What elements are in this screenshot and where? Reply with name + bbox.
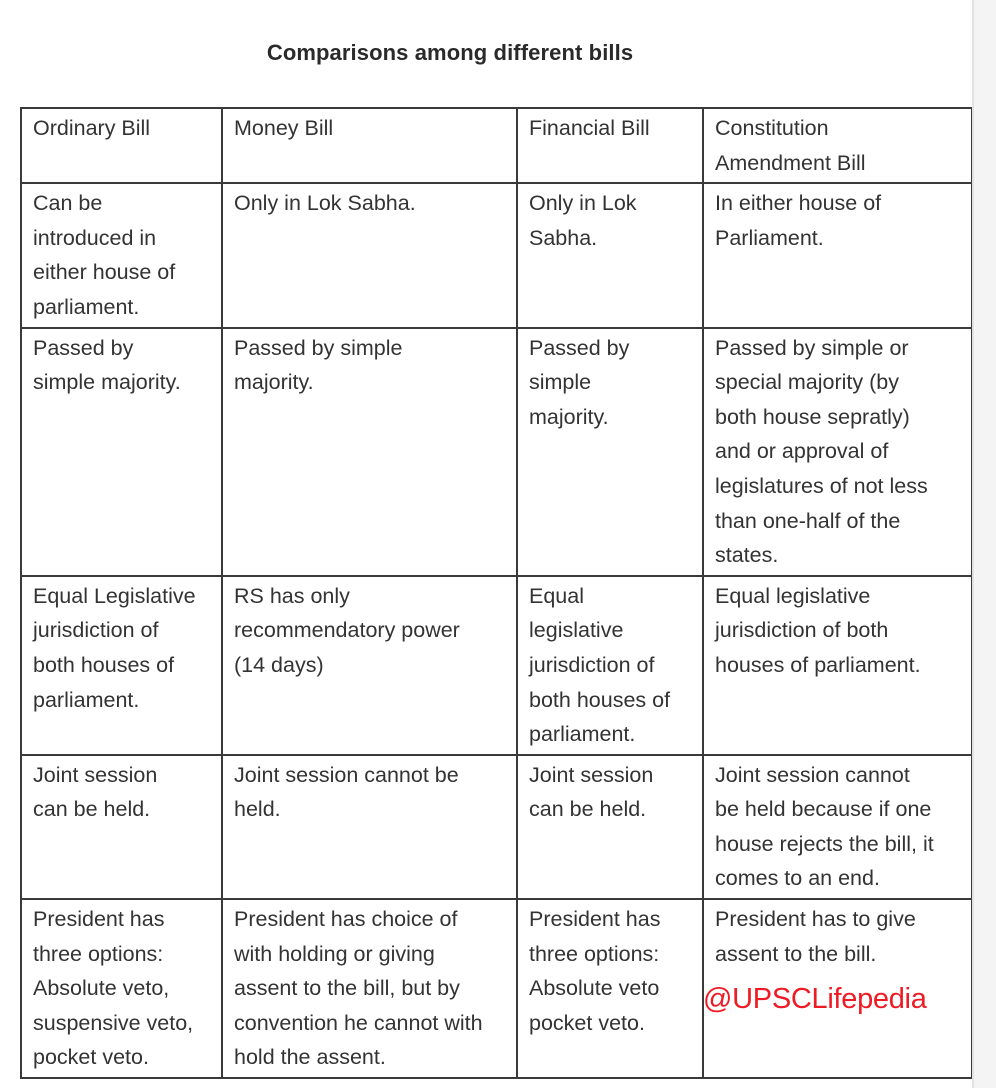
cell-line: be held because if one (715, 797, 932, 822)
cell-line: jurisdiction of (33, 618, 159, 643)
cell-line: Equal legislative (715, 583, 871, 608)
cell-line: Ordinary Bill (33, 116, 151, 140)
cell-line: comes to an end. (715, 866, 880, 891)
header-cell-constitution-amendment-bill (703, 108, 972, 183)
cell-line: with holding or giving (234, 941, 435, 966)
cell-line: house rejects the bill, it (715, 831, 934, 856)
table-cell (21, 183, 222, 327)
cell-line: assent to the bill, but by (234, 976, 460, 1001)
cell-line: parliament. (33, 294, 140, 319)
table-cell (703, 755, 972, 899)
cell-line: Sabha. (529, 225, 598, 250)
cell-line: hold the assent. (234, 1045, 386, 1070)
table-cell (222, 183, 517, 327)
cell-line: both house sepratly) (715, 404, 910, 429)
cell-line: than one-half of the (715, 508, 901, 533)
cell-line: suspensive veto, (33, 1010, 194, 1035)
table-cell (517, 576, 703, 755)
table-cell (21, 328, 222, 576)
cell-line: three options: (529, 941, 660, 966)
cell-line: introduced in (33, 225, 157, 250)
cell-line: simple majority. (33, 370, 181, 395)
table-row-introduction (21, 183, 972, 327)
cell-line: Amendment Bill (715, 150, 866, 175)
cell-line: majority. (529, 404, 609, 429)
cell-line: both houses of (529, 687, 671, 712)
table-cell (703, 576, 972, 755)
table-cell (21, 576, 222, 755)
cell-line: Joint session (33, 762, 158, 787)
cell-line: convention he cannot with (234, 1010, 483, 1035)
table-cell (222, 755, 517, 899)
table-cell (517, 899, 703, 1078)
table-cell (703, 183, 972, 327)
bills-comparison-table (20, 107, 973, 1079)
cell-line: Equal Legislative (33, 583, 196, 608)
cell-line: Only in Lok Sabha. (234, 191, 416, 216)
cell-line: houses of parliament. (715, 652, 921, 677)
cell-line: Money Bill (234, 116, 334, 140)
table-cell (222, 899, 517, 1078)
cell-line: (14 days) (234, 652, 324, 677)
table-cell (703, 328, 972, 576)
cell-line: simple (529, 370, 592, 395)
cell-line: RS has only (234, 583, 350, 608)
cell-line: jurisdiction of (529, 652, 655, 677)
cell-line: special majority (by (715, 370, 899, 395)
cell-line: Passed by simple (234, 335, 403, 360)
cell-line: either house of (33, 260, 176, 285)
cell-line: Passed by (529, 335, 630, 360)
table-cell (517, 328, 703, 576)
table-cell (517, 755, 703, 899)
cell-line: Parliament. (715, 225, 824, 250)
table-cell (21, 899, 222, 1078)
cell-line: recommendatory power (234, 618, 460, 643)
cell-line: three options: (33, 941, 164, 966)
cell-line: legislative (529, 618, 624, 643)
header-cell-financial-bill (517, 108, 703, 183)
cell-line: Only in Lok (529, 191, 637, 216)
cell-line: majority. (234, 370, 314, 395)
cell-line: President has (529, 907, 661, 932)
cell-line: Joint session cannot (715, 762, 910, 787)
table-row-passing (21, 328, 972, 576)
table-row-jurisdiction (21, 576, 972, 755)
cell-line: President has (33, 907, 165, 932)
cell-line: parliament. (33, 687, 140, 712)
cell-line: Absolute veto, (33, 976, 170, 1001)
page-title: Comparisons among different bills (266, 40, 634, 65)
cell-line: held. (234, 797, 281, 822)
header-cell-money-bill (222, 108, 517, 183)
cell-line: pocket veto. (33, 1045, 149, 1070)
cell-line: can be held. (529, 797, 647, 822)
cell-line: Passed by simple or (715, 335, 909, 360)
cell-line: legislatures of not less (715, 473, 928, 498)
cell-line: President has to give (715, 907, 916, 932)
table-cell (222, 328, 517, 576)
watermark-handle: @UPSCLifepedia (703, 983, 927, 1015)
cell-line: and or approval of (715, 439, 889, 464)
cell-line: parliament. (529, 722, 636, 747)
cell-line: assent to the bill. (715, 941, 877, 966)
cell-line: can be held. (33, 797, 151, 822)
table-cell (222, 576, 517, 755)
header-cell-ordinary-bill (21, 108, 222, 183)
cell-line: Joint session cannot be (234, 762, 459, 787)
cell-line: Financial Bill (529, 116, 650, 140)
cell-line: pocket veto. (529, 1010, 645, 1035)
cell-line: President has choice of (234, 907, 458, 932)
cell-line: both houses of (33, 652, 175, 677)
scrollbar-track[interactable] (972, 0, 996, 1088)
table-row-joint-session (21, 755, 972, 899)
table-cell (517, 183, 703, 327)
cell-line: states. (715, 543, 779, 568)
table-cell (21, 755, 222, 899)
cell-line: Absolute veto (529, 976, 660, 1001)
cell-line: Constitution (715, 116, 829, 140)
table-header-row (21, 108, 972, 183)
cell-line: Joint session (529, 762, 654, 787)
cell-line: In either house of (715, 191, 882, 216)
cell-line: Passed by (33, 335, 134, 360)
cell-line: Can be (33, 191, 103, 216)
cell-line: jurisdiction of both (715, 618, 889, 643)
cell-line: Equal (529, 583, 584, 608)
